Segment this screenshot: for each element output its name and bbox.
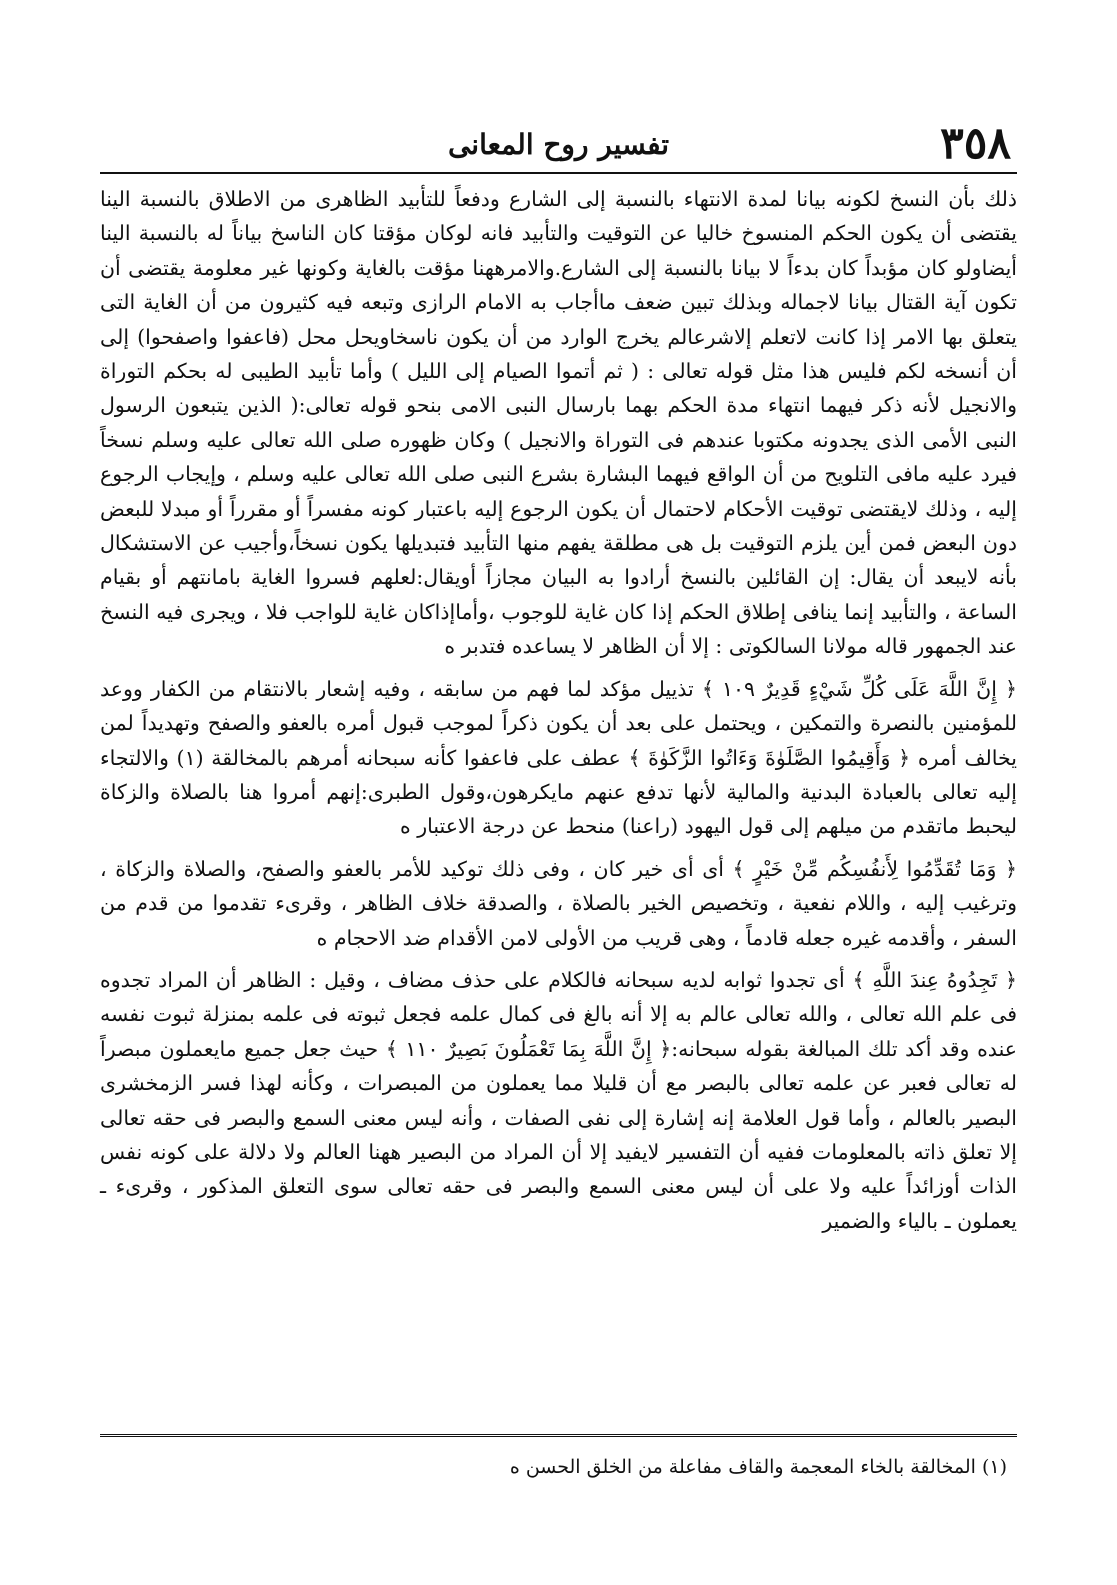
paragraph: ﴿ إِنَّ اللَّهَ عَلَى كُلِّ شَيْءٍ قَدِيرٌ ١٠٩ ﴾ تذييل مؤكد لما فهم من سابقه ، وفيه إشعار بالانتقام من الكفار ووعد للمؤمنين بالنصرة والتمكين ، ويحتمل على بعد أن يكون ذكراً لموجب قبول أمره بالعفو والصفح وتهديداً لمن يخالف أمره ﴿ وَأَقِيمُوا الصَّلَوٰةَ وَءَاتُوا الزَّكَوٰةَ ﴾ عطف على فاعفوا كأنه سبحانه أمرهم بالمخالقة (١) والالتجاء إليه تعالى بالعبادة البدنية والمالية لأنها تدفع عنهم مايكرهون،وقول الطبرى:إنهم أمروا هنا بالصلاة والزكاة ليحبط ماتقدم من ميلهم إلى قول اليهود (راعنا) منحط عن درجة الاعتبار ه (100, 676, 1017, 839)
footnote: (١) المخالقة بالخاء المعجمة والقاف مفاعلة من الخلق الحسن ه (509, 1456, 1007, 1478)
page-number: ٣٥٨ (940, 118, 1011, 169)
header-divider (100, 172, 1017, 174)
page-header (100, 118, 1017, 174)
paragraph: ﴿ وَمَا تُقَدِّمُوا لِأَنفُسِكُم مِّنْ خَيْرٍ ﴾ أى أى خير كان ، وفى ذلك توكيد للأمر بالعفو والصفح، والصلاة والزكاة ، وترغيب إليه ، واللام نفعية ، وتخصيص الخير بالصلاة ، والصدقة خلاف الظاهر ، وقرىء تقدموا من قدم من السفر ، وأقدمه غيره جعله قادماً ، وهى قريب من الأولى لامن الأقدام ضد الاحجام ه (100, 856, 1017, 950)
running-title: تفسير روح المعانى (447, 128, 670, 161)
paragraph: ﴿ تَجِدُوهُ عِندَ اللَّهِ ﴾ أى تجدوا ثوابه لديه سبحانه فالكلام على حذف مضاف ، وقيل : الظاهر أن المراد تجدوه فى علم الله تعالى ، والله تعالى عالم به إلا أنه بالغ فى كمال علمه فجعل ثبوته فى علمه بمنزلة ثبوت نفسه عنده وقد أكد تلك المبالغة بقوله سبحانه:﴿ إِنَّ اللَّهَ بِمَا تَعْمَلُونَ بَصِيرٌ ١١٠ ﴾ حيث جعل جميع مايعملون مبصراً له تعالى فعبر عن علمه تعالى بالبصر مع أن قليلا مما يعملون من المبصرات ، وكأنه لهذا فسر الزمخشرى البصير بالعالم ، وأما قول العلامة إنه إشارة إلى نفى الصفات ، وأنه ليس معنى السمع والبصر فى حقه تعالى إلا تعلق ذاته بالمعلومات ففيه أن التفسير لايفيد إلا أن المراد من البصير ههنا العالم ولا دلالة على كونه نفس الذات أوزائداً عليه ولا على أن ليس معنى السمع والبصر فى حقه تعالى سوى التعلق المذكور ، وقرىء ـ يعملون ـ بالياء والضمير (100, 967, 1017, 1233)
footnote-divider (100, 1434, 1017, 1437)
paragraph: ذلك بأن النسخ لكونه بيانا لمدة الانتهاء بالنسبة إلى الشارع ودفعاً للتأبيد الظاهرى من الاطلاق بالنسبة الينا يقتضى أن يكون الحكم المنسوخ خاليا عن التوقيت والتأبيد فانه لوكان مؤقتا كان الناسخ بياناً له بالنسبة الينا أيضاولو كان مؤبداً كان بدءاً لا بيانا بالنسبة إلى الشارع.والامرههنا مؤقت بالغاية وكونها غير معلومة يقتضى أن تكون آية القتال بيانا لاجماله وبذلك تبين ضعف ماأجاب به الامام الرازى وتبعه فيه كثيرون من أن الغاية التى يتعلق بها الامر إذا كانت لاتعلم إلاشرعالم يخرج الوارد من أن يكون ناسخاويحل محل (فاعفوا واصفحوا) إلى أن أنسخه لكم فليس هذا مثل قوله تعالى : ( ثم أتموا الصيام إلى الليل ) وأما تأبيد الطيبى له بحكم التوراة والانجيل لأنه ذكر فيهما انتهاء مدة الحكم بهما بارسال النبى الامى بنحو قوله تعالى:( الذين يتبعون الرسول النبى الأمى الذى يجدونه مكتوبا عندهم فى التوراة والانجيل ) وكان ظهوره صلى الله تعالى عليه وسلم نسخاً فيرد عليه مافى التلويح من أن الواقع فيهما البشارة بشرع النبى صلى الله تعالى عليه وسلم ، وإيجاب الرجوع إليه ، وذلك لايقتضى توقيت الأحكام لاحتمال أن يكون الرجوع إليه باعتبار كونه مفسراً أو مقرراً أو مبدلا للبعض دون البعض فمن أين يلزم التوقيت بل هى مطلقة يفهم منها التأبيد فتبديلها يكون نسخاً،وأجيب عن الاستشكال بأنه لايبعد أن يقال: إن القائلين بالنسخ أرادوا به البيان مجازاً أويقال:لعلهم فسروا الغاية بامانتهم أو بقيام الساعة ، والتأبيد إنما ينافى إطلاق الحكم إذا كان غاية للوجوب ،وأماإذاكان غاية للواجب فلا ، ويجرى فيه النسخ عند الجمهور قاله مولانا السالكوتى : إلا أن الظاهر لا يساعده فتدبر ه (100, 187, 1017, 659)
main-text (100, 182, 1017, 1246)
